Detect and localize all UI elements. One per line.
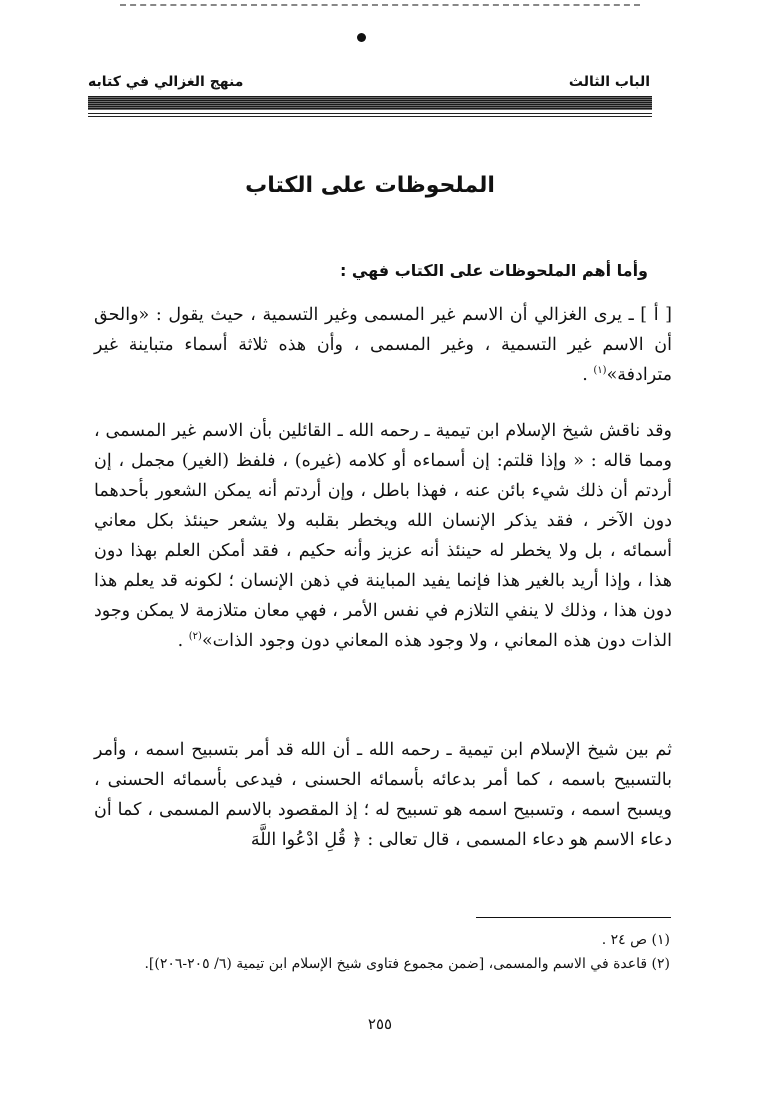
footnote-ref: (١) (593, 365, 607, 377)
intro-line: وأما أهم الملحوظات على الكتاب فهي : (339, 261, 648, 280)
footnotes (90, 928, 670, 976)
page-number: ٢٥٥ (367, 1015, 393, 1033)
top-edge-dashes (120, 4, 640, 6)
paragraph-text: وقد ناقش شيخ الإسلام ابن تيمية ـ رحمه الله ـ القائلين بأن الاسم غير المسمى ، ومما قاله : « وإذا قلتم: إن أسماءه أو كلامه (غيره) ، فلفظ (الغير) مجمل ، إن أردتم أن ذلك شيء بائن عنه ، فهذا باطل ، وإن أردتم أنه يمكن الشعور بأحدهما دون الآخر ، فقد يذكر الإنسان الله ويخطر بقلبه ولا يشعر حينئذ بكل معاني أسمائه ، بل ولا يخطر له حينئذ أنه عزيز وأنه حكيم ، فقد أمكن العلم بهذا دون هذا ، وإذا أريد بالغير هذا فإنما يفيد المباينة في ذهن الإنسان ؛ لكونه قد يعلم هذا دون هذا ، وذلك لا ينفي التلازم في نفس الأمر ، فهي معان متلازمة لا يمكن وجود الذات دون هذه المعاني ، ولا وجود هذه المعاني دون وجود الذات» (94, 421, 672, 651)
paragraph-text: [ أ ] ـ يرى الغزالي أن الاسم غير المسمى وغير التسمية ، حيث يقول : «والحق أن الاسم غير التسمية ، وغير المسمى ، وأن هذه ثلاثة أسماء متباينة غير مترادفة» (94, 305, 672, 385)
paragraph-tail: . (177, 631, 189, 651)
paragraph-tail: . (582, 365, 594, 385)
header-book-title: منهج الغزالي في كتابه (88, 74, 244, 90)
footnote: (١) ص ٢٤ . (601, 932, 670, 948)
running-header (88, 70, 650, 94)
paragraph-text: ثم بين شيخ الإسلام ابن تيمية ـ رحمه الله ـ أن الله قد أمر بتسبيح اسمه ، وأمر بالتسبيح باسمه ، كما أمر بدعائه بأسمائه الحسنى ، فيدعى بأسمائه الحسنى ، ويسبح اسمه ، وتسبيح اسمه هو تسبيح له ؛ إذ المقصود بالاسم المسمى ، كما أن دعاء الاسم هو دعاء المسمى ، قال تعالى : ﴿ قُلِ ادْعُوا اللَّهَ (94, 740, 672, 850)
footnote-ref: (٢) (188, 631, 202, 643)
footnote: (٢) قاعدة في الاسم والمسمى، [ضمن مجموع فتاوى شيخ الإسلام ابن تيمية (٦/ ٢٠٥-٢٠٦)]. (144, 956, 670, 972)
paragraph (94, 735, 672, 855)
ornament-dot (357, 33, 366, 42)
section-title: الملحوظات على الكتاب (245, 173, 495, 198)
header-chapter: الباب الثالث (568, 74, 650, 90)
header-rule-thick (88, 96, 652, 110)
paragraph (94, 416, 672, 656)
header-rule-thin (88, 113, 652, 117)
footnote-separator (476, 917, 671, 918)
paragraph (94, 300, 672, 390)
